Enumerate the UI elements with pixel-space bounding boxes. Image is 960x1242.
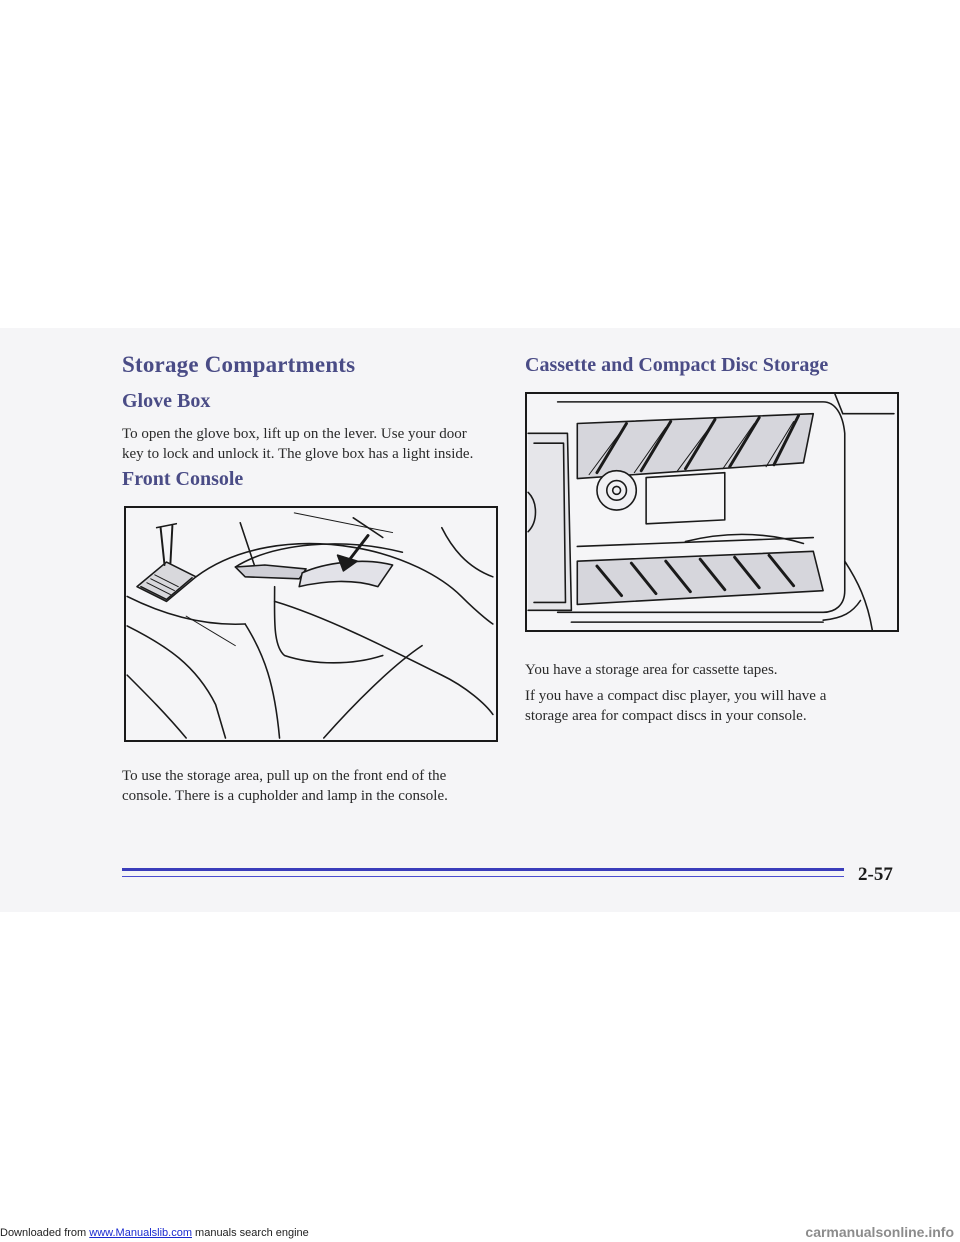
glove-box-text-line-2: key to lock and unlock it. The glove box has a light inside. xyxy=(122,446,474,462)
cassette-storage-text: You have a storage area for cassette tapes. xyxy=(525,662,778,678)
footer-rule-thick xyxy=(122,868,844,871)
watermark: carmanualsonline.info xyxy=(805,1224,954,1240)
cassette-storage-illustration xyxy=(525,392,899,632)
page-title: Storage Compartments xyxy=(122,352,356,377)
front-console-text-line-2: console. There is a cupholder and lamp in the console. xyxy=(122,788,448,804)
glove-box-text-line-1: To open the glove box, lift up on the lever. Use your door xyxy=(122,426,467,442)
front-console-illustration xyxy=(124,506,498,742)
footer-rule-thin xyxy=(122,876,844,877)
download-footer xyxy=(0,1227,309,1239)
footer-prefix: Downloaded from xyxy=(0,1227,90,1239)
manualslib-link[interactable]: www.Manualslib.com xyxy=(89,1227,192,1239)
footer-suffix: manuals search engine xyxy=(191,1227,309,1239)
front-console-heading: Front Console xyxy=(122,468,244,490)
front-console-text-line-1: To use the storage area, pull up on the front end of the xyxy=(122,768,447,784)
glove-box-heading: Glove Box xyxy=(122,390,211,412)
page-number: 2-57 xyxy=(858,864,893,885)
cd-storage-text-line-2: storage area for compact discs in your console. xyxy=(525,708,807,724)
cassette-cd-storage-heading: Cassette and Compact Disc Storage xyxy=(525,354,829,376)
cd-storage-text-line-1: If you have a compact disc player, you will have a xyxy=(525,688,827,704)
